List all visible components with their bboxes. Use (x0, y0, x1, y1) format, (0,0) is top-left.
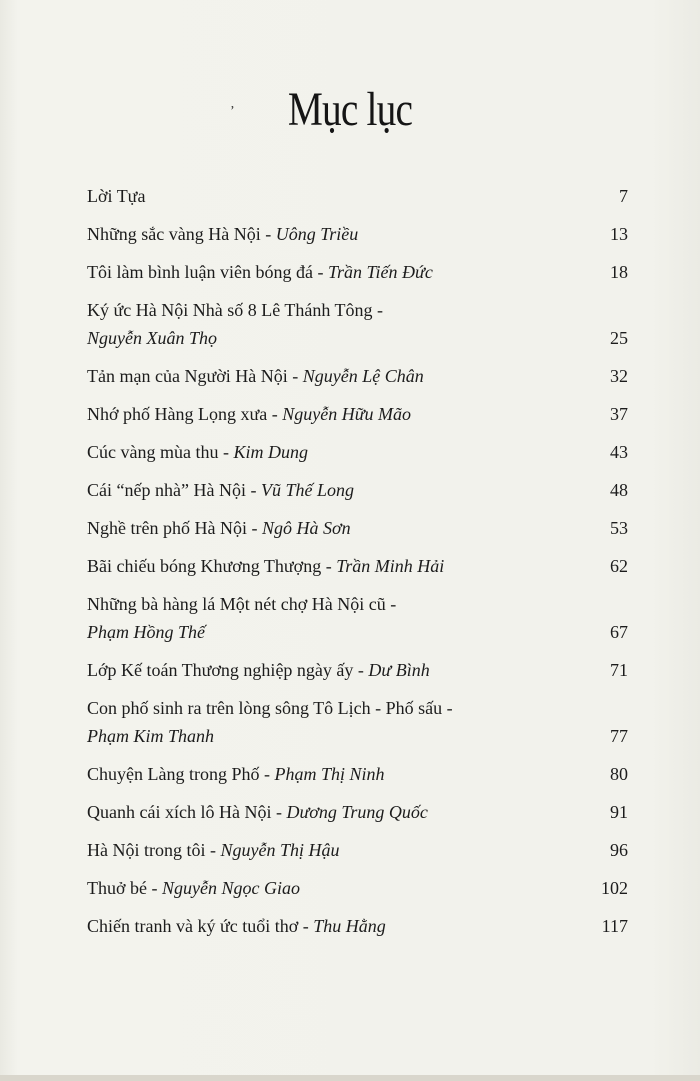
entry-page: 77 (610, 726, 628, 746)
entry-title: Nhớ phố Hàng Lọng xưa (87, 404, 268, 424)
entry-author: Vũ Thế Long (260, 480, 354, 500)
entry-title: Nghề trên phố Hà Nội (87, 518, 247, 538)
entry-title: Lời Tựa (87, 186, 146, 206)
entry-title: Lớp Kế toán Thương nghiệp ngày ấy (87, 660, 354, 680)
entry-page: 48 (610, 480, 628, 500)
entry-separator: - (260, 224, 276, 244)
entry-title: Cúc vàng mùa thu (87, 442, 219, 462)
ink-speck: ʼ (230, 104, 235, 119)
entry-separator: - (298, 916, 314, 936)
entry-title: Hà Nội trong tôi (87, 840, 206, 860)
entry-page: 13 (610, 224, 628, 244)
entry-separator: - (372, 300, 384, 320)
page-bottom-edge (0, 1075, 700, 1081)
page-title: Mục lục (287, 83, 413, 136)
entry-title: Những sắc vàng Hà Nội (87, 224, 261, 244)
entry-page: 96 (610, 840, 628, 860)
entry-page: 62 (610, 556, 628, 576)
toc-entry (87, 400, 628, 428)
toc-entry (87, 836, 628, 864)
entry-separator: - (218, 442, 234, 462)
entry-author: Trần Minh Hải (336, 556, 445, 576)
toc-entry (87, 760, 628, 788)
entry-page: 117 (601, 916, 628, 936)
entry-page: 37 (610, 404, 628, 424)
table-of-contents (87, 182, 628, 940)
entry-author: Uông Triều (275, 224, 359, 244)
entry-title: Chuyện Làng trong Phố (87, 764, 260, 784)
toc-entry (87, 590, 628, 646)
entry-separator: - (245, 480, 261, 500)
entry-title: Tôi làm bình luận viên bóng đá (87, 262, 313, 282)
toc-entry (87, 874, 628, 902)
entry-page: 80 (610, 764, 628, 784)
entry-page: 43 (610, 442, 628, 462)
entry-separator: - (259, 764, 275, 784)
entry-separator: - (267, 404, 283, 424)
entry-title: Tản mạn của Người Hà Nội (87, 366, 288, 386)
entry-author: Nguyễn Thị Hậu (220, 840, 340, 860)
entry-page: 102 (601, 878, 628, 898)
toc-entry (87, 476, 628, 504)
entry-author: Nguyễn Hữu Mão (282, 404, 412, 424)
entry-title: Chiến tranh và ký ức tuổi thơ (87, 916, 299, 936)
entry-author: Nguyễn Ngọc Giao (162, 878, 300, 898)
toc-entry (87, 656, 628, 684)
entry-author: Trần Tiến Đức (327, 262, 433, 282)
entry-author: Ngô Hà Sơn (261, 518, 351, 538)
entry-title: Những bà hàng lá Một nét chợ Hà Nội cũ (87, 594, 386, 614)
entry-separator: - (287, 366, 303, 386)
entry-author: Nguyễn Lệ Chân (302, 366, 424, 386)
entry-separator: - (385, 594, 397, 614)
entry-title: Bãi chiếu bóng Khương Thượng (87, 556, 322, 576)
toc-entry (87, 296, 628, 352)
toc-entry (87, 552, 628, 580)
toc-entry (87, 438, 628, 466)
entry-separator: - (246, 518, 262, 538)
entry-author: Thu Hằng (313, 916, 386, 936)
entry-title: Con phố sinh ra trên lòng sông Tô Lịch - Phố sấu (87, 698, 443, 718)
entry-separator: - (271, 802, 287, 822)
entry-author: Phạm Hồng Thế (87, 622, 205, 642)
entry-page: 67 (610, 622, 628, 642)
entry-page: 18 (610, 262, 628, 282)
entry-separator: - (312, 262, 328, 282)
toc-entry (87, 514, 628, 542)
entry-page: 32 (610, 366, 628, 386)
entry-page: 91 (610, 802, 628, 822)
toc-entry (87, 694, 628, 750)
entry-separator: - (321, 556, 337, 576)
entry-page: 71 (610, 660, 628, 680)
entry-title: Quanh cái xích lô Hà Nội (87, 802, 272, 822)
entry-separator: - (353, 660, 369, 680)
entry-author: Kim Dung (233, 442, 308, 462)
toc-entry (87, 182, 628, 210)
entry-title: Ký ức Hà Nội Nhà số 8 Lê Thánh Tông (87, 300, 373, 320)
toc-entry (87, 798, 628, 826)
toc-entry (87, 362, 628, 390)
entry-separator: - (147, 878, 163, 898)
entry-separator: - (205, 840, 221, 860)
entry-page: 53 (610, 518, 628, 538)
toc-entry (87, 220, 628, 248)
entry-page: 25 (610, 328, 628, 348)
entry-author: Phạm Thị Ninh (274, 764, 385, 784)
entry-title: Cái “nếp nhà” Hà Nội (87, 480, 246, 500)
entry-page: 7 (619, 186, 628, 206)
entry-author: Nguyễn Xuân Thọ (87, 328, 217, 348)
entry-separator: - (442, 698, 453, 718)
entry-title: Thuở bé (87, 878, 148, 898)
entry-author: Dư Bình (368, 660, 430, 680)
entry-author: Dương Trung Quốc (286, 802, 428, 822)
toc-entry (87, 912, 628, 940)
toc-entry (87, 258, 628, 286)
entry-author: Phạm Kim Thanh (87, 726, 215, 746)
